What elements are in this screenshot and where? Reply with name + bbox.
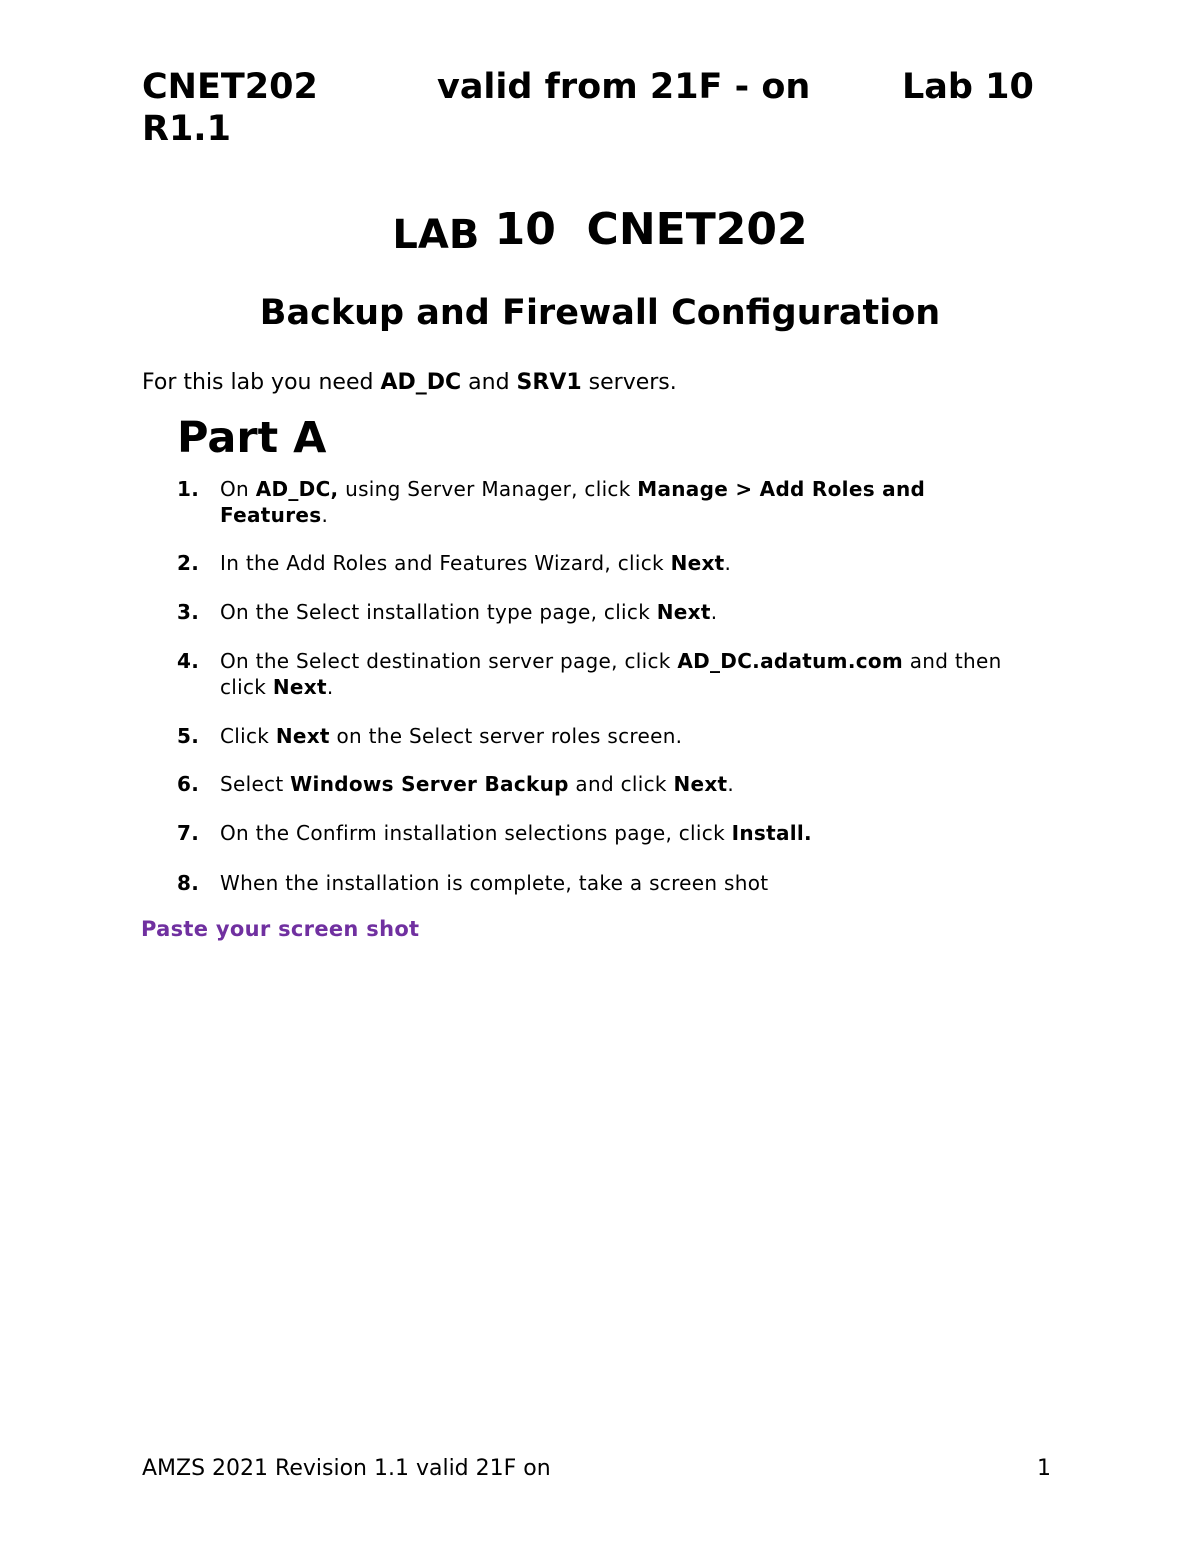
intro-server-1: AD_DC	[380, 370, 462, 395]
page-number: 1	[1037, 1456, 1051, 1481]
lab-title	[0, 204, 1200, 258]
list-item-number: 2.	[177, 551, 200, 575]
list-item-number: 5.	[177, 724, 200, 748]
list-item-text	[220, 771, 1010, 797]
header-validity: valid from 21F - on	[437, 67, 811, 107]
list-item-bold-text: AD_DC,	[255, 477, 339, 501]
list-item-bold-text: Next	[275, 724, 330, 748]
list-item-plain-text: .	[724, 551, 732, 575]
list-item-bold-text: Windows Server Backup	[290, 772, 569, 796]
list-item-number: 7.	[177, 821, 200, 845]
list-item-plain-text: .	[321, 503, 329, 527]
list-item-number: 1.	[177, 477, 200, 501]
list-item-plain-text: Click	[220, 724, 276, 748]
paste-screenshot-prompt: Paste your screen shot	[141, 917, 420, 941]
list-item-bold-text: Next	[272, 675, 327, 699]
lab-title-rest: 10 CNET202	[479, 204, 808, 255]
list-item-number: 8.	[177, 871, 200, 895]
intro-paragraph	[142, 370, 677, 395]
list-item-text	[220, 820, 1010, 846]
list-item-plain-text: and then click	[220, 649, 1009, 699]
footer-text: AMZS 2021 Revision 1.1 valid 21F on	[142, 1456, 551, 1481]
lab-subtitle: Backup and Firewall Configuration	[259, 293, 941, 333]
list-item-plain-text: on the Select server roles screen.	[329, 724, 683, 748]
list-item-plain-text: and click	[568, 772, 674, 796]
header-revision: R1.1	[142, 109, 231, 149]
part-heading: Part A	[177, 413, 327, 463]
list-item-text	[220, 476, 1010, 528]
list-item-plain-text: using Server Manager, click	[338, 477, 638, 501]
intro-before: For this lab you need	[142, 370, 381, 395]
list-item-bold-text: Install.	[731, 821, 812, 845]
list-item-text	[220, 550, 1010, 576]
list-item-bold-text: Manage > Add Roles and Features	[220, 477, 933, 527]
list-item-text	[220, 723, 1010, 749]
list-item-plain-text: On the Select installation type page, click	[220, 600, 657, 624]
list-item-plain-text: .	[326, 675, 334, 699]
list-item-bold-text: AD_DC.adatum.com	[677, 649, 904, 673]
list-item-plain-text: Select	[220, 772, 291, 796]
header-course: CNET202	[142, 67, 318, 107]
lab-title-word: LAB	[392, 212, 480, 258]
list-item-number: 6.	[177, 772, 200, 796]
intro-after: servers.	[581, 370, 677, 395]
list-item-plain-text: On	[220, 477, 256, 501]
list-item-bold-text: Next	[656, 600, 711, 624]
list-item-plain-text: .	[727, 772, 735, 796]
list-item-plain-text: In the Add Roles and Features Wizard, click	[220, 551, 671, 575]
list-item-text	[220, 870, 1010, 896]
list-item-bold-text: Next	[673, 772, 728, 796]
list-item-plain-text: On the Confirm installation selections page, click	[220, 821, 732, 845]
list-item-number: 4.	[177, 649, 200, 673]
list-item-plain-text: On the Select destination server page, click	[220, 649, 678, 673]
list-item-text	[220, 599, 1010, 625]
header-lab: Lab 10	[902, 67, 1034, 107]
list-item-bold-text: Next	[670, 551, 725, 575]
intro-server-2: SRV1	[516, 370, 582, 395]
intro-middle: and	[461, 370, 517, 395]
list-item-plain-text: When the installation is complete, take a screen shot	[220, 871, 769, 895]
list-item-text	[220, 648, 1010, 700]
list-item-plain-text: .	[710, 600, 718, 624]
list-item-number: 3.	[177, 600, 200, 624]
